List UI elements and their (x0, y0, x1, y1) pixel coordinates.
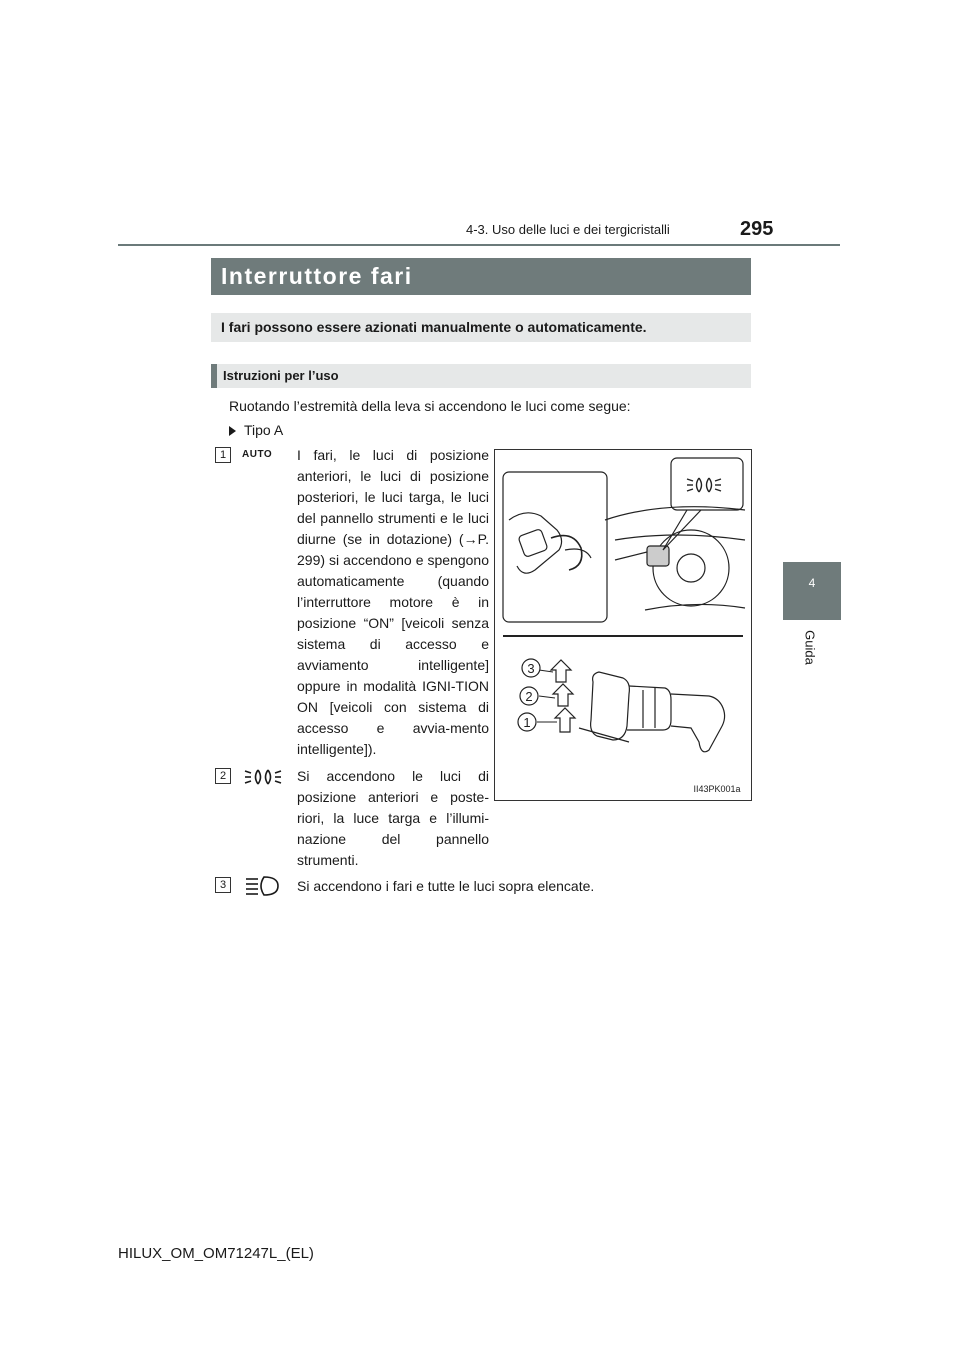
item-number-3: 3 (215, 877, 231, 893)
figure-illustration (495, 450, 751, 800)
parking-lights-icon (244, 766, 288, 788)
auto-symbol: AUTO (242, 449, 273, 460)
subsection-bar (211, 364, 751, 388)
intro-box (211, 313, 751, 342)
header-section: 4-3. Uso delle luci e dei tergicristalli (466, 222, 670, 237)
figure-code: II43PK001a (693, 784, 741, 794)
chapter-number: 4 (808, 576, 816, 590)
body-text: Ruotando l’estremità della leva si accendono le luci come segue: (229, 398, 631, 414)
page-title-bar (211, 258, 751, 295)
subsection-title: Istruzioni per l’uso (223, 368, 339, 383)
item-text-3: Si accendono i fari e tutte le luci sopra elencate. (297, 878, 595, 894)
subsection-accent (211, 364, 217, 388)
header-rule (118, 244, 840, 246)
page-number: 295 (740, 218, 774, 240)
figure-callout-2: 2 (525, 689, 533, 704)
intro-text: I fari possono essere azionati manualmente o automaticamente. (221, 319, 647, 335)
item-text-1: I fari, le luci di posizione anteriori, le luci di posizione posteriori, le luci targa, le luci del pannello strumenti e le luci diurne (se in dotazione) (→P. 299) si accendono e spengono automaticamente (quando l’interruttore motore è in posizione “ON” [veicoli senza sistema di accesso e avviamento intelligente] oppure in modalità IGNI-TION ON [veicoli con sistema di accesso e avvia-mento intelligente]). (297, 447, 489, 757)
headlights-icon (244, 875, 284, 897)
item-text-2: Si accendono le luci di posizione anteriori e poste-riori, la luce targa e l’illumi-nazione del pannello strumenti. (297, 768, 489, 868)
footer-document-id: HILUX_OM_OM71247L_(EL) (118, 1245, 314, 1262)
headlight-switch-figure (494, 449, 752, 801)
page-title: Interruttore fari (221, 263, 413, 289)
figure-callout-3: 3 (527, 661, 535, 676)
item-number-2: 2 (215, 768, 231, 784)
chapter-label: Guida (802, 630, 818, 665)
type-label (229, 422, 283, 438)
figure-callout-1: 1 (523, 715, 531, 730)
bullet-triangle-icon (229, 426, 236, 436)
type-label-text: Tipo A (244, 422, 284, 438)
item-number-1: 1 (215, 447, 231, 463)
